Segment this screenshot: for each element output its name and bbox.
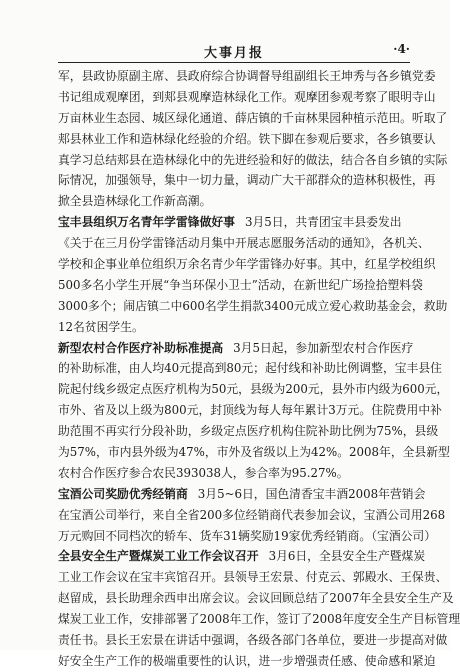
news-item-heading-line bbox=[58, 546, 426, 567]
body-line: 院起付线乡级定点医疗机构为50元，县级为200元，县外市内级为600元， bbox=[58, 382, 449, 397]
body-line: 责任书。县长王宏景在讲话中强调，各级各部门各单位，要进一步提高对做 bbox=[58, 633, 448, 648]
page-header bbox=[58, 42, 410, 62]
body-line: 3000多个；闹店镇二中600名学生捐款3400元成立爱心救助基金会，救助 bbox=[58, 298, 448, 313]
page-number: ·4· bbox=[393, 42, 410, 56]
body-line: 掀全县造林绿化工作新高潮。 bbox=[58, 194, 212, 209]
body-line: 际情况，加强领导，集中一切力量，调动广大干部群众的造林积极性，再 bbox=[58, 173, 436, 188]
body-line: 助范围不再实行分段补助，乡级定点医疗机构住院补助比例为75%，县级 bbox=[58, 424, 439, 439]
body-line: 市外、省及以上级为800元，封顶线为每人每年累计3万元。住院费用中补 bbox=[58, 403, 442, 418]
news-headline: 宝酒公司奖励优秀经销商 bbox=[58, 486, 188, 501]
news-date-lead: 3月5日，共青团宝丰县委发出 bbox=[244, 215, 402, 230]
body-line: 农村合作医疗参合农民393038人，参合率为95.27%。 bbox=[58, 465, 349, 480]
news-headline: 全县安全生产暨煤炭工业工作会议召开 bbox=[58, 549, 259, 564]
body-line: 郏县林业工作和造林绿化经验的介绍。铁下脚在参观后要求，各乡镇要认 bbox=[58, 131, 436, 146]
article-body bbox=[58, 66, 460, 672]
body-line: 万亩林业生态园、城区绿化通道、薛店镇的千亩林果园种植示范田。听取了 bbox=[58, 110, 448, 125]
news-item-heading-line bbox=[58, 484, 426, 505]
body-line: 工业工作会议在宝丰宾馆召开。县领导王宏景、付克云、郭殿水、王保贵、 bbox=[58, 570, 448, 585]
body-line: 军，县政协原副主席、县政府综合协调督导组副组长王坤秀与各乡镇党委 bbox=[58, 69, 436, 83]
body-line: 的补助标准，由人均40元提高到80元；起付线和补助比例调整，宝丰县住 bbox=[58, 361, 442, 376]
body-line: 为57%，市内县外级为47%，市外及省级以上为42%。2008年，全县新型 bbox=[58, 445, 450, 460]
news-date-lead: 3月5~6日，国色清香宝丰酒2008年营销会 bbox=[197, 486, 426, 501]
body-line: 赵留成，县长助理余西申出席会议。会议回顾总结了2007年全县安全生产及 bbox=[58, 591, 454, 606]
body-line: 12名贫困学生。 bbox=[58, 319, 144, 334]
body-line: 500多名小学生开展“争当环保小卫士”活动，在新世纪广场捡拾塑料袋 bbox=[58, 277, 423, 292]
news-headline: 宝丰县组织万名青年学雷锋做好事 bbox=[58, 215, 235, 230]
body-line: 学校和企事业单位组织万余名青少年学雷锋办好事。其中，红星学校组织 bbox=[58, 257, 436, 272]
body-line: 书记组成观摩团，到郏县观摩造林绿化工作。观摩团参观考察了眼明寺山 bbox=[58, 89, 436, 104]
header-rule bbox=[58, 62, 410, 63]
body-line: 真学习总结郏县在造林绿化中的先进经验和好的做法，结合各自乡镇的实际 bbox=[58, 152, 448, 167]
header-title: 大事月报 bbox=[203, 46, 264, 61]
body-line: 好安全生产工作的极端重要性的认识，进一步增强责任感、使命感和紧迫 bbox=[58, 653, 436, 668]
body-line: 万元购回不同档次的轿车、货车31辆奖励19家优秀经销商。（宝酒公司） bbox=[58, 528, 437, 543]
news-headline: 新型农村合作医疗补助标准提高 bbox=[58, 340, 224, 355]
body-line: 《关于在三月份学雷锋活动月集中开展志愿服务活动的通知》，各机关、 bbox=[58, 236, 430, 251]
news-item-heading-line bbox=[58, 338, 414, 359]
body-line: 煤炭工业工作，安排部署了2008年工作，签订了2008年度安全生产目标管理 bbox=[58, 612, 460, 627]
body-line: 在宝酒公司举行，来自全省200多位经销商代表参加会议，宝酒公司用268 bbox=[58, 507, 446, 522]
news-date-lead: 3月5日起，参加新型农村合作医疗 bbox=[233, 340, 414, 355]
news-date-lead: 3月6日，全县安全生产暨煤炭 bbox=[268, 549, 426, 564]
news-item-heading-line bbox=[58, 212, 410, 233]
